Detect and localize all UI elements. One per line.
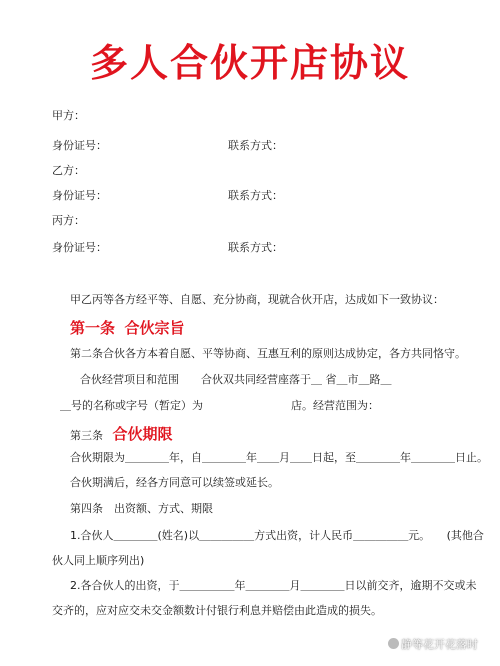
article-1-line-3: ＿号的名称或字号（暂定）为 店。经营范围为： bbox=[60, 399, 379, 412]
article-3-heading bbox=[70, 424, 173, 446]
party-b-id-label: 身份证号： bbox=[52, 189, 107, 202]
article-4-item-2: 2.各合伙人的出资，于＿＿＿＿＿年＿＿＿＿月＿＿＿＿日以前交齐，逾期不交或未 bbox=[70, 579, 477, 592]
article-1-line-2: 合伙经营项目和范围 合伙双共同经营座落于＿ 省＿市＿路＿ bbox=[80, 373, 392, 386]
party-a-contact-label: 联系方式： bbox=[228, 139, 283, 152]
document-title: 多人合伙开店协议 bbox=[89, 41, 410, 85]
party-c-id-label: 身份证号： bbox=[52, 241, 107, 254]
article-1-number: 第一条 bbox=[70, 319, 116, 337]
article-1-title: 合伙宗旨 bbox=[124, 319, 185, 337]
party-a-id-label: 身份证号： bbox=[52, 139, 107, 152]
article-4-item-1: 1.合伙人＿＿＿＿(姓名)以＿＿＿＿＿方式出资，计人民币＿＿＿＿＿元。 (其他合 bbox=[70, 529, 484, 542]
article-3-term: 合伙期限为＿＿＿＿年，自＿＿＿＿年＿＿月＿＿日起，至＿＿＿＿年＿＿＿＿日止。 bbox=[70, 451, 488, 464]
article-4-item-1-cont: 伙人同上顺序列出) bbox=[52, 554, 145, 567]
watermark-text: 静等花开花落时 bbox=[401, 638, 478, 651]
watermark bbox=[388, 636, 478, 652]
article-1-text: 第二条合伙各方本着自愿、平等协商、互惠互利的原则达成协定，各方共同恪守。 bbox=[70, 347, 466, 360]
article-3-number: 第三条 bbox=[70, 429, 103, 442]
party-b-label: 乙方： bbox=[52, 164, 85, 177]
intro-paragraph: 甲乙丙等各方经平等、自愿、充分协商，现就合伙开店，达成如下一致协议： bbox=[70, 293, 444, 306]
article-3-renew: 合伙期满后，经各方同意可以续签或延长。 bbox=[70, 476, 279, 489]
party-c-label: 丙方： bbox=[52, 214, 85, 227]
article-4-item-2-cont: 交齐的，应对应交未交金额数计付银行利息并赔偿由此造成的损失。 bbox=[52, 604, 382, 617]
party-c-contact-label: 联系方式： bbox=[228, 241, 283, 254]
watermark-logo-icon bbox=[388, 638, 399, 649]
article-1-heading bbox=[70, 318, 185, 340]
party-b-contact-label: 联系方式： bbox=[228, 189, 283, 202]
article-3-title: 合伙期限 bbox=[112, 425, 173, 443]
article-4-heading: 第四条 出资额、方式、期限 bbox=[70, 502, 213, 515]
party-a-label: 甲方： bbox=[52, 109, 85, 122]
